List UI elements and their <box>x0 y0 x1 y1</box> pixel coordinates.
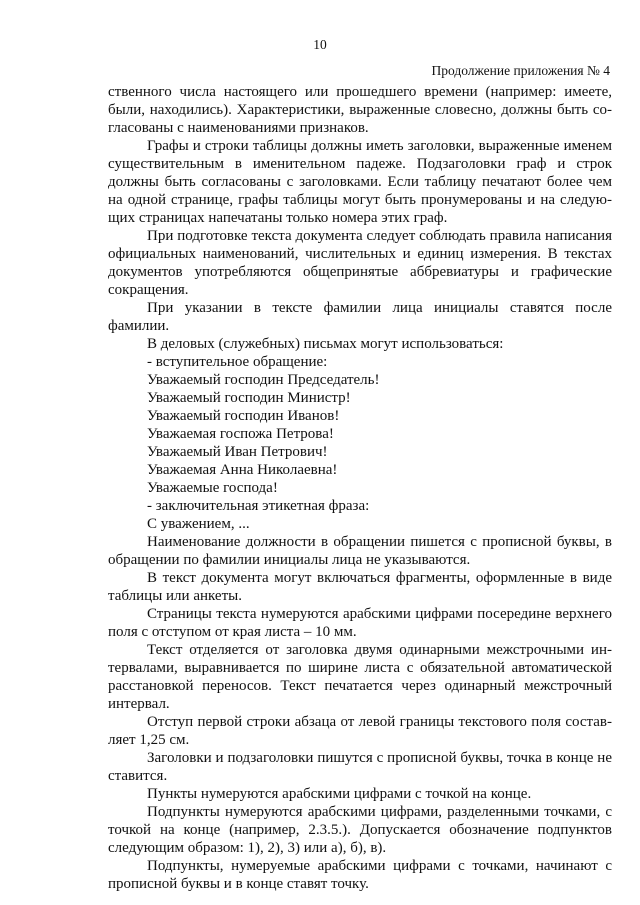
paragraph: ственного числа настоящего или прошедшего времени (например: имеете, были, находились). Характеристики, выраженные словесно, должны быть согласованы с наименованиями признаков. <box>108 84 612 136</box>
paragraph: Наименование должности в обращении пишется с прописной буквы, в обращении по фамилии инициалы лица не указываются. <box>108 534 612 568</box>
salutation-line: Уважаемый господин Председатель! <box>147 372 380 388</box>
paragraph: Отступ первой строки абзаца от левой границы текстового поля составляет 1,25 см. <box>108 714 612 748</box>
paragraph: Подпункты нумеруются арабскими цифрами, разделенными точками, с точкой на конце (например, 2.3.5.). Допускается обозначение подпунктов следующим образом: 1), 2), 3) или а), б), в). <box>108 804 612 856</box>
paragraph: Графы и строки таблицы должны иметь заголовки, выраженные именем существительным в именительном падеже. Подзаголовки граф и строк должны быть согласованы с заголовками. Если таблицу печатают более чем на одной странице, графы таблицы могут быть пронумерованы и на следующих страницах напечатаны только номера этих граф. <box>108 138 612 226</box>
salutation-line: Уважаемая госпожа Петрова! <box>147 426 334 442</box>
paragraph: При указании в тексте фамилии лица инициалы ставятся после фамилии. <box>108 300 612 334</box>
list-item: - заключительная этикетная фраза: <box>147 498 370 514</box>
page-number: 10 <box>313 37 327 52</box>
salutation-line: Уважаемые господа! <box>147 480 278 496</box>
paragraph: Заголовки и подзаголовки пишутся с прописной буквы, точка в конце не ставится. <box>108 750 612 784</box>
paragraph: Страницы текста нумеруются арабскими цифрами посередине верхнего поля с отступом от края листа – 10 мм. <box>108 606 612 640</box>
salutation-line: Уважаемый господин Иванов! <box>147 408 340 424</box>
body-text <box>108 83 612 893</box>
salutation-line: Уважаемый господин Министр! <box>147 390 351 406</box>
closing-phrase: С уважением, ... <box>147 516 250 532</box>
salutation-line: Уважаемый Иван Петрович! <box>147 444 328 460</box>
paragraph: При подготовке текста документа следует соблюдать правила написания официальных наименований, числительных и единиц измерения. В текстах документов употребляются общепринятые аббревиатуры и графические сокращения. <box>108 228 612 298</box>
paragraph: В деловых (служебных) письмах могут использоваться: <box>147 336 504 352</box>
paragraph: Подпункты, нумеруемые арабскими цифрами с точками, начинают с прописной буквы и в конце ставят точку. <box>108 858 612 892</box>
paragraph: Пункты нумеруются арабскими цифрами с точкой на конце. <box>147 786 532 802</box>
salutation-line: Уважаемая Анна Николаевна! <box>147 462 338 478</box>
continuation-label: Продолжение приложения № 4 <box>431 63 610 78</box>
paragraph: Текст отделяется от заголовка двумя одинарными межстрочными интервалами, выравнивается по ширине листа с обязательной автоматической расстановкой переносов. Текст печатается через одинарный межстрочный интервал. <box>108 642 612 712</box>
paragraph: В текст документа могут включаться фрагменты, оформленные в виде таблицы или анкеты. <box>108 570 612 604</box>
list-item: - вступительное обращение: <box>147 354 328 370</box>
